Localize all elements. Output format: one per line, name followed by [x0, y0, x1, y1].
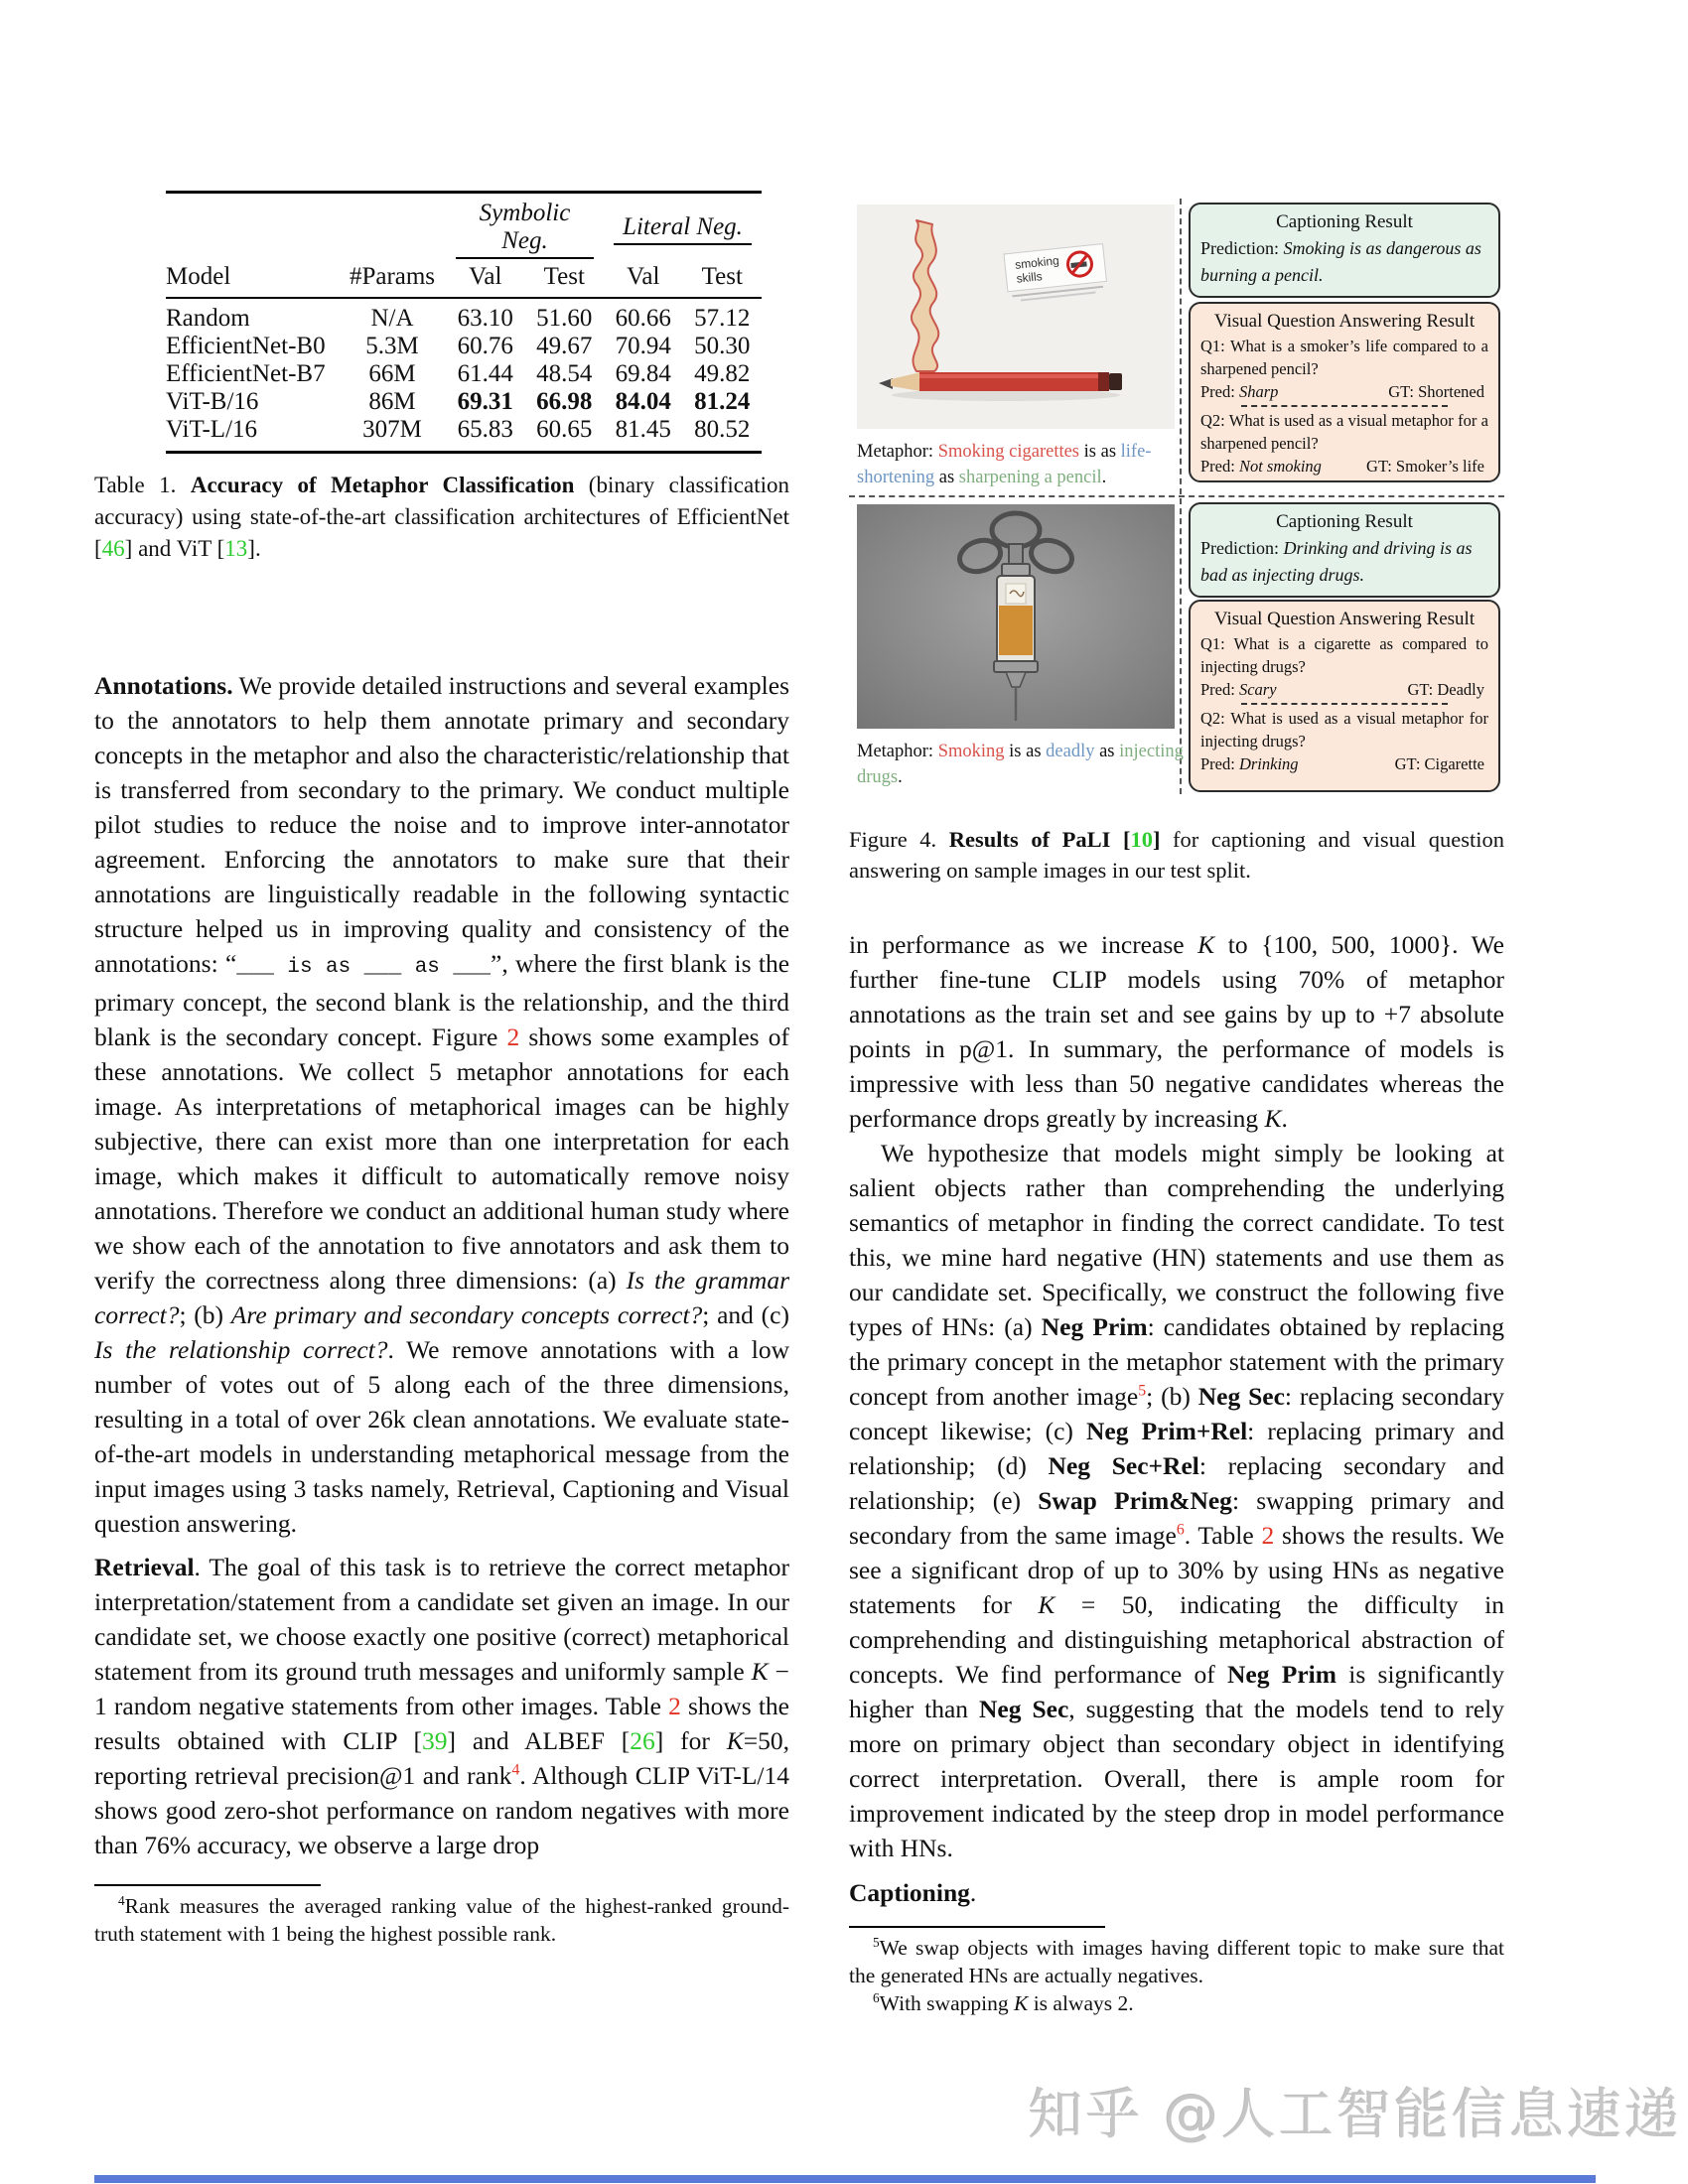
vqa-pred-gt-row	[1200, 678, 1488, 702]
footnote-block-left	[94, 1884, 789, 1948]
vqa-gt1: GT: Deadly	[1407, 680, 1484, 699]
table-1	[166, 191, 762, 454]
col-header-model: Model	[166, 259, 339, 298]
footnote-4: $^4$Rank measures the averaged ranking value of the highest-ranked ground-truth statement with 1 being the highest possible rank.	[94, 1892, 789, 1946]
col-header-lit-test: Test	[683, 259, 763, 298]
vqa-result-box-1	[1189, 302, 1500, 482]
vqa-pred-gt-row	[1200, 455, 1488, 478]
vqa-dashed-divider	[1241, 703, 1449, 705]
footnote-block-right	[849, 1926, 1504, 2017]
vqa-pred1: Pred: Sharp	[1200, 382, 1279, 401]
table-1-caption: Table 1. Accuracy of Metaphor Classification (binary classification accuracy) using state-of-the-art classification architectures of EfficientNet [46] and ViT [13].	[94, 473, 789, 561]
table-row: Random N/A 63.10 51.60 60.66 57.12	[166, 305, 751, 332]
vqa-q2: Q2: What is used as a visual metaphor for a sharpened pencil?	[1200, 411, 1488, 453]
vqa-pred2: Pred: Not smoking	[1200, 457, 1322, 476]
vqa-result-box-2	[1189, 600, 1500, 792]
metaphor-caption-1: Metaphor: Smoking cigarettes is as life-shortening as sharpening a pencil.	[857, 442, 1152, 487]
vqa-dashed-divider	[1241, 405, 1449, 407]
svg-text:smoking: smoking	[1014, 253, 1060, 272]
zhihu-watermark: 知乎 @人工智能信息速递	[1028, 2083, 1682, 2146]
vqa-q2: Q2: What is used as a visual metaphor for injecting drugs?	[1200, 709, 1488, 751]
table-1-group-header-row	[166, 193, 762, 260]
figure-horizontal-dashed-divider	[849, 495, 1504, 497]
footnote-5: $^5$We swap objects with images having different topic to make sure that the generated HNs are actually negatives.	[849, 1934, 1504, 1987]
footnote-6: $^6$With swapping K is always 2.	[873, 1989, 1134, 2015]
group-header-symbolic-neg: Symbolic Neg.	[456, 200, 594, 259]
captioning-result-title: Captioning Result	[1276, 511, 1413, 532]
bottom-blue-bar	[94, 2175, 1596, 2183]
paragraph-performance: in performance as we increase K to {100, 500, 1000}. We further fine-tune CLIP models using 70% of metaphor annotations as the train set and see gains by up to +7 absolute points in p@1. In summary, the performance of models is impressive with less than 50 negative candidates whereas the performance drops greatly by increasing K.	[849, 930, 1505, 1133]
footnote-rule	[94, 1884, 321, 1886]
svg-text:skills: skills	[1015, 269, 1044, 286]
footnote-rule	[849, 1926, 1105, 1928]
vqa-q1: Q1: What is a smoker’s life compared to a sharpened pencil?	[1200, 337, 1488, 378]
group-header-literal-neg: Literal Neg.	[614, 213, 752, 245]
heading-captioning: Captioning.	[849, 1878, 977, 1907]
table-row: EfficientNet-B7 66M 61.44 48.54 69.84 49.82	[166, 360, 751, 387]
vqa-result-title: Visual Question Answering Result	[1213, 311, 1476, 332]
captioning-result-title: Captioning Result	[1276, 211, 1413, 232]
col-header-sym-val: Val	[446, 259, 525, 298]
paragraph-annotations: Annotations. We provide detailed instructions and several examples to the annotators to help them annotate primary and secondary concepts in the metaphor and also the characteristic/relationship that is transferred from secondary to the primary. We conduct multiple pilot studies to reduce the noise and to improve inter-annotator agreement. Enforcing the annotators to make sure that their annotations are linguistically readable in the following syntactic structure helped us in improving quality and consistency of the annotations: “___ is as ___ as ___”, where the first blank is the primary concept, the second blank is the relationship, and the third blank is the secondary concept. Figure 2 shows some examples of these annotations. We collect 5 metaphor annotations for each image. As interpretations of metaphorical images can be highly subjective, there can exist more than one interpretation for each image, which makes it difficult to automatically remove noisy annotations. Therefore we conduct an additional human study where we show each of the annotation to five annotators and ask them to verify the correctness along three dimensions: (a) Is the grammar correct?; (b) Are primary and secondary concepts correct?; and (c) Is the relationship correct?. We remove annotations with a low number of votes out of 5 along each of the three dimensions, resulting in a total of over 26k clean annotations. We evaluate state-of-the-art models in understanding metaphorical message from the input images using 3 tasks namely, Retrieval, Captioning and Visual question answering.	[94, 671, 790, 1538]
vqa-pred-gt-row	[1200, 380, 1488, 404]
vqa-pred2: Pred: Drinking	[1200, 754, 1299, 773]
captioning-prediction: Prediction: Smoking is as dangerous as burning a pencil.	[1200, 238, 1481, 285]
table-row: ViT-B/16 86M 69.31 66.98 84.04 81.24	[166, 388, 751, 415]
figure-4	[849, 199, 1504, 804]
table-row: ViT-L/16 307M 65.83 60.65 81.45 80.52	[166, 416, 751, 443]
vqa-gt1: GT: Shortened	[1388, 382, 1484, 401]
captioning-result-box-1	[1189, 203, 1500, 298]
col-header-lit-val: Val	[604, 259, 683, 298]
left-column	[94, 191, 789, 1948]
vqa-gt2: GT: Smoker’s life	[1366, 457, 1484, 476]
vqa-gt2: GT: Cigarette	[1394, 754, 1484, 773]
vqa-pred1: Pred: Scary	[1200, 680, 1277, 699]
vqa-q1: Q1: What is a cigarette as compared to injecting drugs?	[1200, 634, 1488, 676]
metaphor-caption-2: Metaphor: Smoking is as deadly as injecting drugs.	[857, 742, 1184, 787]
syringe-metaphor-image	[857, 504, 1175, 729]
vqa-result-title: Visual Question Answering Result	[1213, 609, 1476, 629]
col-header-params: #Params	[339, 259, 446, 298]
captioning-result-box-2	[1189, 502, 1500, 598]
paragraph-hard-negatives: We hypothesize that models might simply be looking at salient objects rather than comprehending the underlying semantics of metaphor in finding the correct candidate. To test this, we mine hard negative (HN) statements and use them as our candidate set. Specifically, we construct the following five types of HNs: (a) Neg Prim: candidates obtained by replacing the primary concept in the metaphor statement with the primary concept from another image$^5$; (b) Neg Sec: replacing secondary concept likewise; (c) Neg Prim+Rel: replacing primary and relationship; (d) Neg Sec+Rel: replacing secondary and relationship; (e) Swap Prim&Neg: swapping primary and secondary from the same image$^6$. Table 2 shows the results. We see a significant drop of up to 30% by using HNs as negative statements for K = 50, indicating the difficulty in comprehending and distinguishing metaphorical abstraction of concepts. We find performance of Neg Prim is significantly higher than Neg Sec, suggesting that the models tend to rely more on primary object than secondary object in identifying correct interpretation. Overall, there is ample room for improvement indicated by the steep drop in model performance with HNs.	[849, 1139, 1505, 1862]
pencil-metaphor-image	[857, 205, 1175, 429]
right-column	[849, 199, 1504, 2017]
paragraph-retrieval: Retrieval. The goal of this task is to retrieve the correct metaphor interpretation/statement from a candidate set given an image. In our candidate set, we choose exactly one positive (correct) metaphorical statement from its ground truth messages and uniformly sample K − 1 random negative statements from other images. Table 2 shows the results obtained with CLIP [39] and ALBEF [26] for K=50, reporting retrieval precision@1 and rank$^4$. Although CLIP ViT-L/14 shows good zero-shot performance on random negatives with more than 76% accuracy, we observe a large drop	[94, 1553, 790, 1859]
col-header-sym-test: Test	[525, 259, 605, 298]
table-row: EfficientNet-B0 5.3M 60.76 49.67 70.94 50.30	[166, 333, 751, 359]
table-1-header-row	[166, 259, 762, 298]
vqa-pred-gt-row	[1200, 752, 1488, 776]
captioning-prediction: Prediction: Drinking and driving is as bad as injecting drugs.	[1200, 538, 1473, 585]
figure-4-caption: Figure 4. Results of PaLI [10] for captioning and visual question answering on sample images in our test split.	[849, 827, 1504, 883]
